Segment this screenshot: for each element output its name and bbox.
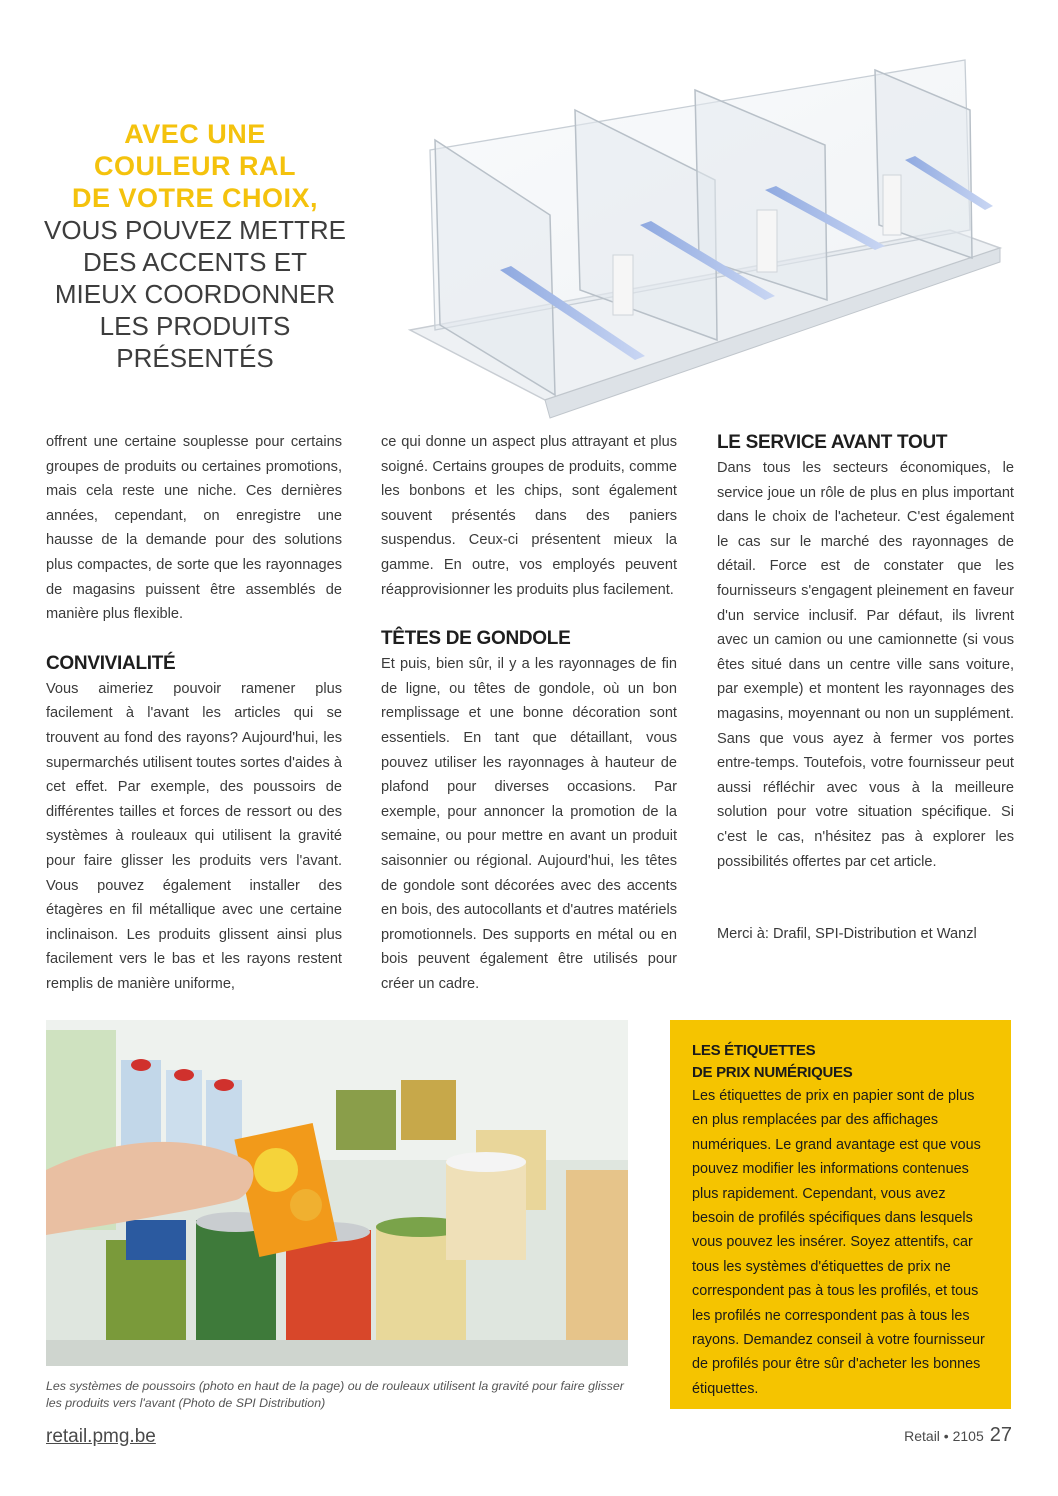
sidebar-heading-line: LES ÉTIQUETTES (692, 1042, 816, 1059)
supermarket-shelf-photo (46, 1020, 628, 1366)
pull-quote-line: PRÉSENTÉS (116, 343, 274, 373)
section-heading-service: LE SERVICE AVANT TOUT (717, 432, 948, 453)
pull-quote-highlight-line: COULEUR RAL (94, 151, 296, 181)
pull-quote (40, 118, 350, 374)
section-heading-convivialite: CONVIVIALITÉ (46, 652, 176, 674)
website-link[interactable]: retail.pmg.be (46, 1426, 156, 1447)
paragraph: Et puis, bien sûr, il y a les rayonnages de fin de ligne, ou têtes de gondole, où un bon remplissage et une bonne décoration sont essentiels. En tant que détaillant, vous pouvez utiliser les rayonnages à hauteur de plafond pour diverses occasions. Par exemple, pour annoncer la promotion de la semaine, ou pour mettre en avant un produit saisonnier ou régional. Aujourd'hui, les têtes de gondole sont décorées avec des accents en bois, des autocollants et d'autres matériels promotionnels. Des supports en métal ou en bois peuvent également être utilisés pour créer un cadre. (381, 656, 677, 992)
sidebar-body: Les étiquettes de prix en papier sont de plus en plus remplacées par des affichages numériques. Le grand avantage est que vous pouvez modifier les informations contenues plus rapidement. Cependant, vous avez besoin de profilés spécifiques dans lesquels vous pouvez les insérer. Soyez attentifs, car tous les systèmes d'étiquettes de prix ne correspondent pas à tous les profilés, et tous les profilés ne correspondent pas à tous les rayons. Demandez conseil à votre fournisseur de profilés pour être sûr d'acheter les bonnes étiquettes. (692, 1088, 985, 1397)
sidebar-heading (692, 1040, 991, 1084)
pull-quote-line: VOUS POUVEZ METTRE (44, 215, 346, 245)
acknowledgements: Merci à: Drafil, SPI-Distribution et Wanzl (717, 926, 977, 943)
page-footer (904, 1424, 1012, 1447)
article-column-2 (381, 430, 677, 996)
article-column-1 (46, 430, 342, 996)
sidebar-digital-price-labels (670, 1020, 1011, 1409)
pull-quote-line: DES ACCENTS ET (83, 247, 307, 277)
sidebar-heading-line: DE PRIX NUMÉRIQUES (692, 1064, 853, 1081)
paragraph: offrent une certaine souplesse pour certains groupes de produits ou certaines promotions, mais cela reste une niche. Ces dernières années, cependant, on enregistre une hausse de la demande pour des solutions plus compactes, de sorte que les rayonnages de magasins puissent être assemblés de manière plus flexible. (46, 434, 342, 623)
paragraph: ce qui donne un aspect plus attrayant et plus soigné. Certains groupes de produits, comme les bonbons et les chips, sont également souvent présentés dans des paniers suspendus. Ceux-ci présentent mieux la gamme. En outre, vos employés peuvent réapprovisionner les produits plus facilement. (381, 434, 677, 598)
pull-quote-line: LES PRODUITS (99, 311, 291, 341)
page-number: 27 (989, 1424, 1012, 1446)
pull-quote-highlight-line: AVEC UNE (124, 119, 266, 149)
publication-issue: Retail • 2105 (904, 1428, 984, 1444)
shelf-pusher-system-image (405, 40, 1010, 420)
pull-quote-highlight-line: DE VOTRE CHOIX, (71, 183, 319, 213)
paragraph: Dans tous les secteurs économiques, le service joue un rôle de plus en plus important dans le choix de l'acheteur. C'est également le cas sur le marché des rayonnages de détail. Force est de constater que les fournisseurs s'engagent pleinement en faveur d'un service inclusif. Par défaut, ils livrent avec un camion ou une camionnette (si vous êtes situé dans un centre ville sans voiture, par exemple) et montent les rayonnages des magasins, moyennant ou non un supplément. Sans que vous ayez à fermer vos portes entre-temps. Toutefois, votre fournisseur peut aussi réfléchir avec vous à la meilleure solution pour votre situation spécifique. Si c'est le cas, n'hésitez pas à explorer les possibilités offertes par cet article. (717, 460, 1014, 870)
article-column-3 (717, 430, 1014, 947)
paragraph: Vous aimeriez pouvoir ramener plus facilement à l'avant les articles qui se trouvent au fond des rayons? Aujourd'hui, les supermarchés utilisent toutes sortes d'aides à cet effet. Par exemple, des poussoirs de différentes tailles et forces de ressort ou des systèmes à rouleaux qui utilisent la gravité pour faire glisser les produits vers l'avant. Vous pouvez également installer des étagères en fil métallique avec une certaine inclinaison. Les produits glissent ainsi plus facilement vers le bas et les rayons restent remplis de manière uniforme, (46, 680, 342, 992)
photo-caption: Les systèmes de poussoirs (photo en haut de la page) ou de rouleaux utilisent la gravité pour faire glisser les produits vers l'avant (Photo de SPI Distribution) (46, 1379, 624, 1410)
pull-quote-line: MIEUX COORDONNER (54, 279, 336, 309)
section-heading-tetes-de-gondole: TÊTES DE GONDOLE (381, 628, 571, 650)
